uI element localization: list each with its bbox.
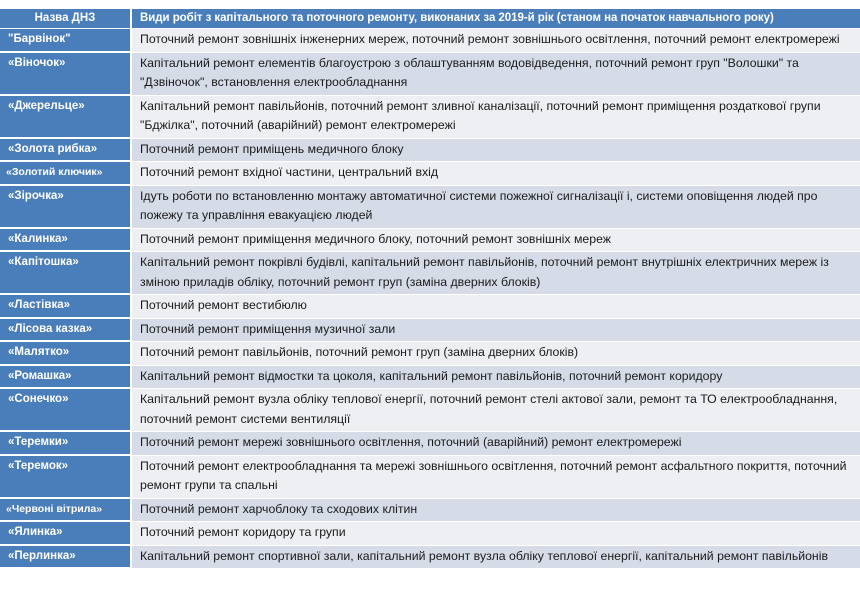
table-row — [0, 53, 860, 95]
cell-kindergarten-name: «Теремок» — [0, 456, 130, 498]
cell-kindergarten-name: «Віночок» — [0, 53, 130, 95]
cell-works-description: Поточний ремонт павільйонів, поточний ремонт груп (заміна дверних блоків) — [130, 342, 860, 365]
cell-kindergarten-name: «Ластівка» — [0, 295, 130, 318]
cell-kindergarten-name: «Ялинка» — [0, 522, 130, 545]
table-row — [0, 229, 860, 252]
cell-kindergarten-name: «Золотий ключик» — [0, 162, 130, 185]
table-row — [0, 186, 860, 228]
table-row — [0, 96, 860, 138]
table-row — [0, 389, 860, 431]
cell-kindergarten-name: «Калинка» — [0, 229, 130, 252]
cell-works-description: Поточний ремонт приміщень медичного блоку — [130, 139, 860, 162]
cell-works-description: Капітальний ремонт відмостки та цоколя, капітальний ремонт павільйонів, поточний ремонт коридору — [130, 366, 860, 389]
table-row — [0, 295, 860, 318]
cell-kindergarten-name: «Сонечко» — [0, 389, 130, 431]
table-row — [0, 252, 860, 294]
table-row — [0, 499, 860, 522]
cell-works-description: Поточний ремонт вестибюлю — [130, 295, 860, 318]
cell-works-description: Поточний ремонт приміщення медичного блоку, поточний ремонт зовнішніх мереж — [130, 229, 860, 252]
table-row — [0, 366, 860, 389]
repairs-table — [0, 8, 860, 569]
table-header-row — [0, 9, 860, 28]
cell-kindergarten-name: «Ромашка» — [0, 366, 130, 389]
cell-works-description: Капітальний ремонт павільйонів, поточний ремонт зливної каналізації, поточний ремонт приміщення роздаткової групи "Бджілка", поточний (аварійний) ремонт електромережі — [130, 96, 860, 138]
cell-works-description: Поточний ремонт мережі зовнішнього освітлення, поточний (аварійний) ремонт електромережі — [130, 432, 860, 455]
table-row — [0, 162, 860, 185]
cell-works-description: Поточний ремонт приміщення музичної зали — [130, 319, 860, 342]
table-body — [0, 29, 860, 568]
cell-works-description: Капітальний ремонт покрівлі будівлі, капітальний ремонт павільйонів, поточний ремонт внутрішніх електричних мереж із зміною приладів обліку, поточний ремонт груп (заміна дверних блоків) — [130, 252, 860, 294]
cell-kindergarten-name: «Золота рибка» — [0, 139, 130, 162]
cell-works-description: Ідуть роботи по встановленню монтажу автоматичної системи пожежної сигналізації і, системи оповіщення людей про пожежу та управління евакуацією людей — [130, 186, 860, 228]
cell-works-description: Поточний ремонт коридору та групи — [130, 522, 860, 545]
cell-works-description: Капітальний ремонт елементів благоустрою з облаштуванням водовідведення, поточний ремонт груп "Волошки" та "Дзвіночок", встановлення електрообладнання — [130, 53, 860, 95]
cell-works-description: Поточний ремонт вхідної частини, центральний вхід — [130, 162, 860, 185]
table-row — [0, 319, 860, 342]
cell-works-description: Поточний ремонт електрообладнання та мережі зовнішнього освітлення, поточний ремонт асфальтного покриття, поточний ремонт групи та спальні — [130, 456, 860, 498]
cell-kindergarten-name: «Капітошка» — [0, 252, 130, 294]
cell-kindergarten-name: "Барвінок" — [0, 29, 130, 52]
cell-kindergarten-name: «Червоні вітрила» — [0, 499, 130, 522]
table-row — [0, 432, 860, 455]
column-header-works: Види робіт з капітального та поточного ремонту, виконаних за 2019-й рік (станом на початок навчального року) — [130, 9, 860, 28]
cell-kindergarten-name: «Теремки» — [0, 432, 130, 455]
table-row — [0, 139, 860, 162]
cell-kindergarten-name: «Джерельце» — [0, 96, 130, 138]
cell-kindergarten-name: «Лісова казка» — [0, 319, 130, 342]
cell-works-description: Поточний ремонт зовнішніх інженерних мереж, поточний ремонт зовнішнього освітлення, поточний ремонт електромережі — [130, 29, 860, 52]
table-header — [0, 9, 860, 28]
cell-works-description: Поточний ремонт харчоблоку та сходових клітин — [130, 499, 860, 522]
cell-kindergarten-name: «Зірочка» — [0, 186, 130, 228]
cell-kindergarten-name: «Малятко» — [0, 342, 130, 365]
cell-works-description: Капітальний ремонт вузла обліку теплової енергії, поточний ремонт стелі актової зали, ремонт та ТО електрообладнання, поточний ремонт системи вентиляції — [130, 389, 860, 431]
table-row — [0, 29, 860, 52]
column-header-name: Назва ДНЗ — [0, 9, 130, 28]
table-row — [0, 342, 860, 365]
table-row — [0, 522, 860, 545]
table-row — [0, 456, 860, 498]
table-row — [0, 546, 860, 569]
cell-works-description: Капітальний ремонт спортивної зали, капітальний ремонт вузла обліку теплової енергії, капітальний ремонт павільйонів — [130, 546, 860, 569]
cell-kindergarten-name: «Перлинка» — [0, 546, 130, 569]
